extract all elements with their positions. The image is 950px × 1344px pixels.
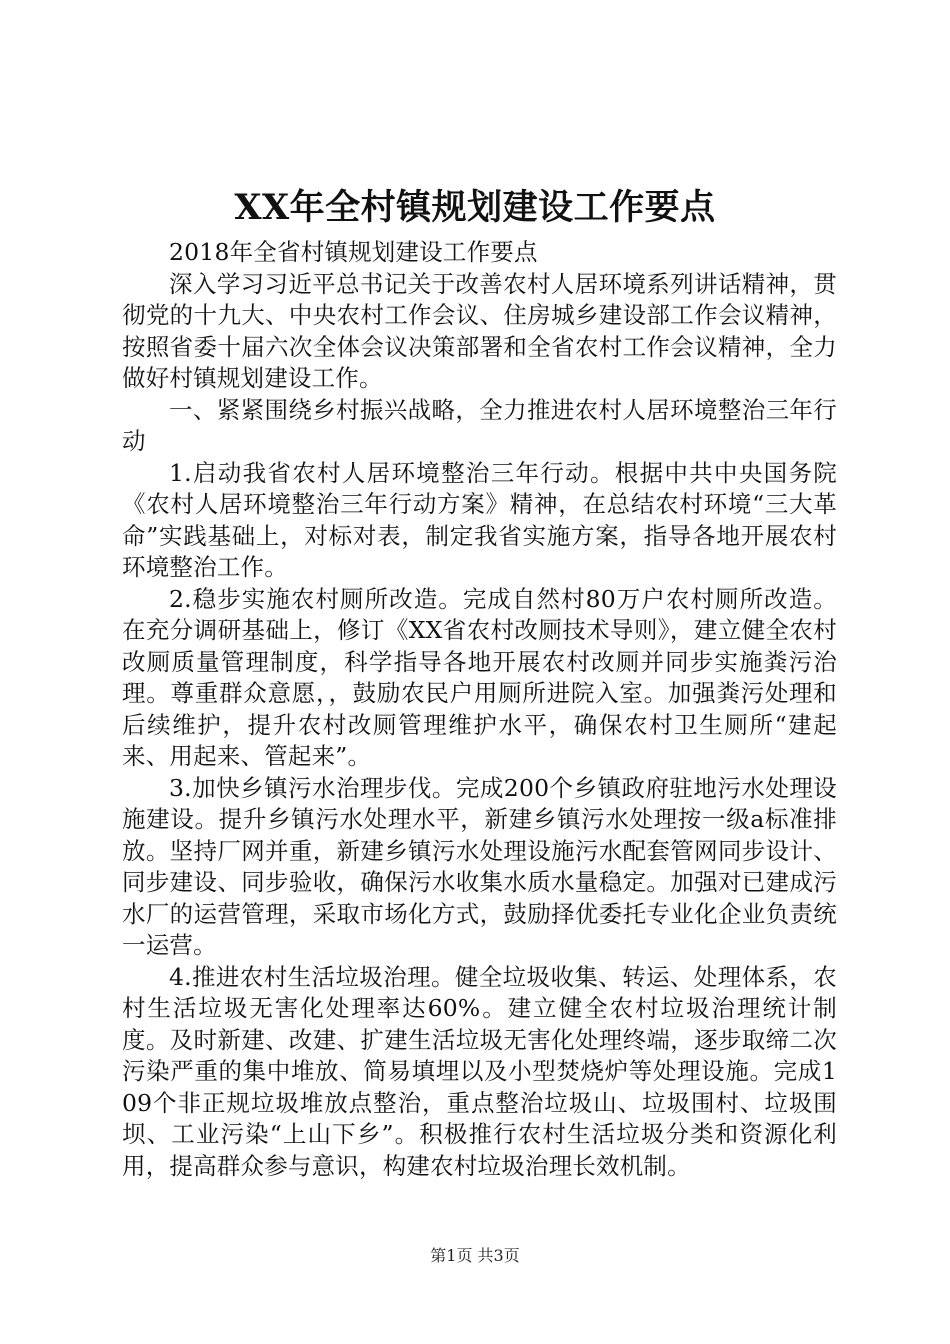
paragraph-item-1: 1.启动我省农村人居环境整治三年行动。根据中共中央国务院《农村人居环境整治三年行动方案》精神，在总结农村环境“三大革命”实践基础上，对标对表，制定我省实施方案，指导各地开展农村环境整治工作。 [122,458,837,581]
page-title: XX年全村镇规划建设工作要点 [234,187,716,228]
paragraph-item-4: 4.推进农村生活垃圾治理。健全垃圾收集、转运、处理体系，农村生活垃圾无害化处理率达60%。建立健全农村垃圾治理统计制度。及时新建、改建、扩建生活垃圾无害化处理终端，逐步取缔二次污染严重的集中堆放、简易填埋以及小型焚烧炉等处理设施。完成109个非正规垃圾堆放点整治，重点整治垃圾山、垃圾围村、垃圾围坝、工业污染“上山下乡”。积极推行农村生活垃圾分类和资源化利用，提高群众参与意识，构建农村垃圾治理长效机制。 [122,962,837,1180]
paragraph-item-3: 3.加快乡镇污水治理步伐。完成200个乡镇政府驻地污水处理设施建设。提升乡镇污水处理水平，新建乡镇污水处理按一级a标准排放。坚持厂网并重，新建乡镇污水处理设施污水配套管网同步设计、同步建设、同步验收，确保污水收集水质水量稳定。加强对已建成污水厂的运营管理，采取市场化方式，鼓励择优委托专业化企业负责统一运营。 [122,773,837,959]
paragraph-intro: 深入学习习近平总书记关于改善农村人居环境系列讲话精神，贯彻党的十九大、中央农村工作会议、住房城乡建设部工作会议精神，按照省委十届六次全体会议决策部署和全省农村工作会议精神，全力做好村镇规划建设工作。 [122,269,837,392]
section-heading-1: 一、紧紧围绕乡村振兴战略，全力推进农村人居环境整治三年行动 [122,395,837,455]
page-number-footer: 第1页 共3页 [430,1246,520,1265]
document-body [122,237,837,1182]
paragraph-subtitle: 2018年全省村镇规划建设工作要点 [169,238,538,266]
paragraph-item-2: 2.稳步实施农村厕所改造。完成自然村80万户农村厕所改造。在充分调研基础上，修订《XX省农村改厕技术导则》，建立健全农村改厕质量管理制度，科学指导各地开展农村改厕并同步实施粪污治理。尊重群众意愿，，鼓励农民户用厕所进院入室。加强粪污处理和后续维护，提升农村改厕管理维护水平，确保农村卫生厕所“建起来、用起来、管起来”。 [122,584,837,770]
